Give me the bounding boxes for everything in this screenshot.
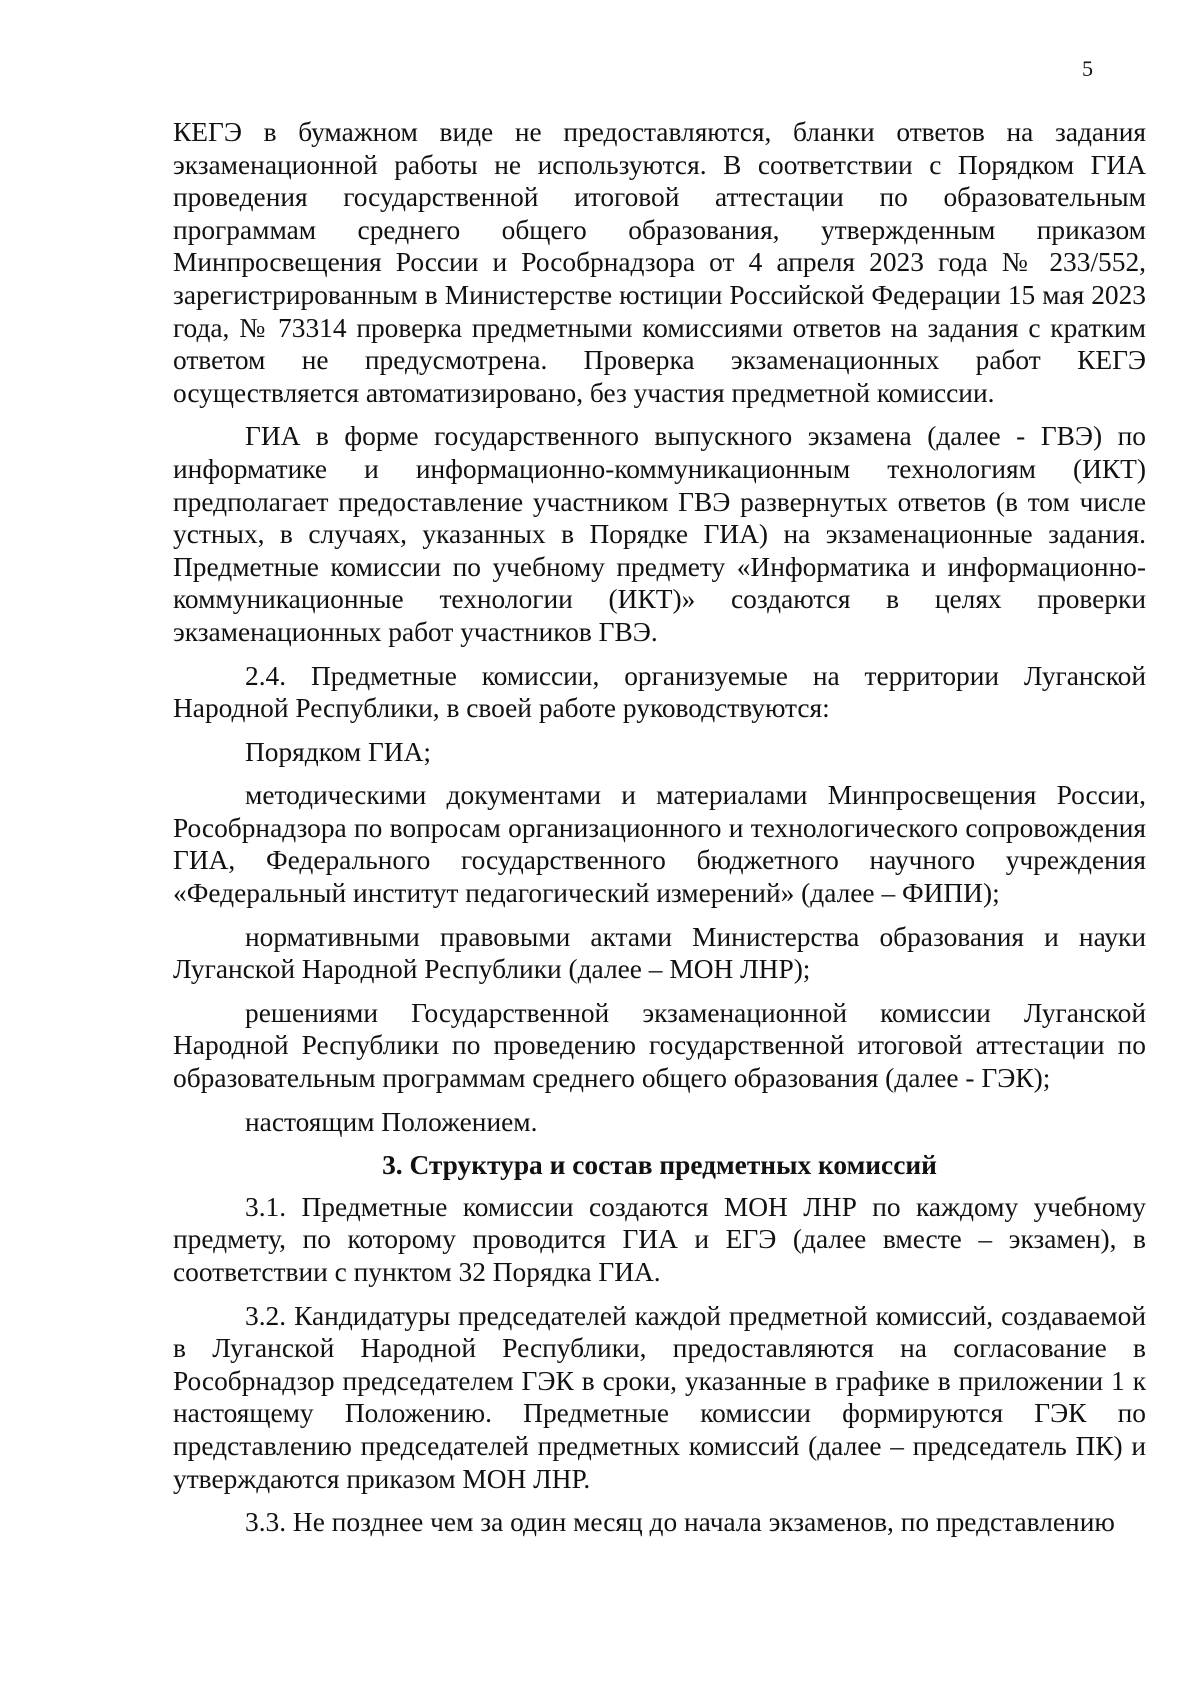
list-item-methodical-documents: методическими документами и материалами Минпросвещения России, Рособрнадзора по вопросам организационного и технологического сопровождения ГИА, Федерального государственного бюджетного научного учреждения «Федеральный институт педагогический измерений» (далее – ФИПИ);: [173, 780, 1146, 909]
paragraph-3-1: 3.1. Предметные комиссии создаются МОН ЛНР по каждому учебному предмету, по которому проводится ГИА и ЕГЭ (далее вместе – экзамен), в соответствии с пунктом 32 Порядка ГИА.: [173, 1191, 1146, 1287]
list-item-normative-acts: нормативными правовыми актами Министерства образования и науки Луганской Народной Республики (далее – МОН ЛНР);: [173, 921, 1146, 985]
list-item-this-regulation: настоящим Положением.: [245, 1106, 538, 1137]
document-body: [173, 116, 1146, 1550]
paragraph-kege-continuation: КЕГЭ в бумажном виде не предоставляются, бланки ответов на задания экзаменационной работы не используются. В соответствии с Порядком ГИА проведения государственной итоговой аттестации по образовательным программам среднего общего образования, утвержденным приказом Минпросвещения России и Рособрнадзора от 4 апреля 2023 года № 233/552, зарегистрированным в Министерстве юстиции Российской Федерации 15 мая 2023 года, № 73314 проверка предметными комиссиями ответов на задания с кратким ответом не предусмотрена. Проверка экзаменационных работ КЕГЭ осуществляется автоматизировано, без участия предметной комиссии.: [173, 117, 1146, 408]
paragraph-3-3: 3.3. Не позднее чем за один месяц до начала экзаменов, по представлению: [245, 1507, 1115, 1538]
paragraph-gve-informatics: ГИА в форме государственного выпускного экзамена (далее - ГВЭ) по информатике и информационно-коммуникационным технологиям (ИКТ) предполагает предоставление участником ГВЭ развернутых ответов (в том числе устных, в случаях, указанных в Порядке ГИА) на экзаменационные задания. Предметные комиссии по учебному предмету «Информатика и информационно-коммуникационные технологии (ИКТ)» создаются в целях проверки экзаменационных работ участников ГВЭ.: [173, 421, 1146, 647]
paragraph-3-2: 3.2. Кандидатуры председателей каждой предметной комиссий, создаваемой в Луганской Народной Республики, предоставляются на согласование в Рособрнадзор председателем ГЭК в сроки, указанные в графике в приложении 1 к настоящему Положению. Предметные комиссии формируются ГЭК по представлению председателей предметных комиссий (далее – председатель ПК) и утверждаются приказом МОН ЛНР.: [173, 1300, 1146, 1494]
list-item-gek-decisions: решениями Государственной экзаменационной комиссии Луганской Народной Республики по проведению государственной итоговой аттестации по образовательным программам среднего общего образования (далее - ГЭК);: [173, 997, 1146, 1094]
list-item-poryadok-gia: Порядком ГИА;: [245, 736, 431, 767]
page-number: 5: [1082, 56, 1093, 81]
section-heading: 3. Структура и состав предметных комиссий: [382, 1150, 937, 1181]
paragraph-2-4: 2.4. Предметные комиссии, организуемые на территории Луганской Народной Республики, в своей работе руководствуются:: [173, 660, 1146, 724]
